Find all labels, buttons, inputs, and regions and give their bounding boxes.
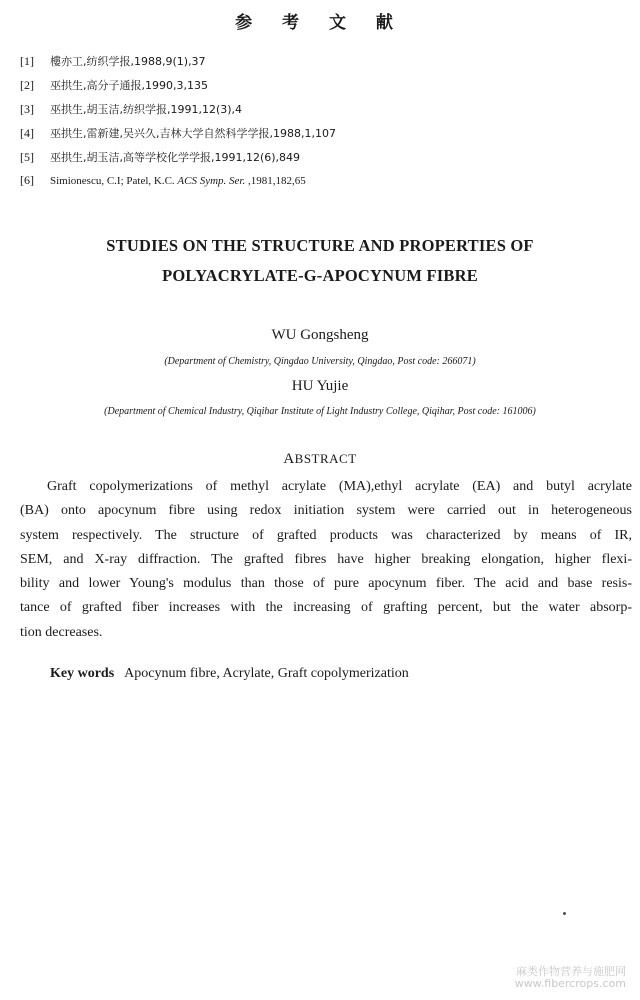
reference-text: 樓亦工,纺织学报,1988,9(1),37 xyxy=(50,55,206,68)
reference-number: [2] xyxy=(20,78,34,92)
abstract-line: bility and lower Young's modulus than those of pure apocynum fiber. The acid and base resis- xyxy=(20,576,632,592)
abstract-heading-rest: BSTRACT xyxy=(294,451,357,466)
reference-text: 巫拱生,雷新建,吴兴久,吉林大学自然科学学报,1988,1,107 xyxy=(50,127,336,140)
reference-number: [1] xyxy=(20,54,34,68)
abstract-heading xyxy=(0,451,640,468)
reference-item xyxy=(20,101,620,117)
abstract-line: tion decreases. xyxy=(20,624,103,640)
references-heading: 参 考 文 献 xyxy=(235,13,405,33)
keywords xyxy=(50,666,409,682)
reference-text: 巫拱生,高分子通报,1990,3,135 xyxy=(50,79,208,92)
reference-text-end: ,1981,182,65 xyxy=(245,175,306,187)
author-name: HU Yujie xyxy=(291,378,349,394)
watermark xyxy=(515,966,626,990)
reference-item xyxy=(20,149,620,165)
keywords-text: Apocynum fibre, Acrylate, Graft copolymerization xyxy=(124,666,409,681)
reference-number: [6] xyxy=(20,173,34,187)
abstract-line: system respectively. The structure of grafted products was characterized by means of IR, xyxy=(20,527,632,543)
watermark-line-1: 麻类作物营养与施肥网 xyxy=(516,965,626,978)
reference-item xyxy=(20,53,620,69)
reference-item xyxy=(20,125,620,141)
abstract-heading-initial: A xyxy=(283,451,295,467)
author-affiliation: (Department of Chemical Industry, Qiqihar Institute of Light Industry College, Qiqihar, Post code: 161006) xyxy=(104,406,536,417)
author-name: WU Gongsheng xyxy=(271,327,369,343)
reference-item xyxy=(20,77,620,93)
abstract-body xyxy=(20,475,632,645)
reference-text: 巫拱生,胡玉洁,纺织学报,1991,12(3),4 xyxy=(50,103,243,116)
reference-text: 巫拱生,胡玉洁,高等学校化学学报,1991,12(6),849 xyxy=(50,151,301,164)
reference-item xyxy=(20,173,620,188)
reference-number: [3] xyxy=(20,102,34,116)
reference-number: [4] xyxy=(20,126,34,140)
keywords-label: Key words xyxy=(50,666,115,681)
paper-title-line-1: STUDIES ON THE STRUCTURE AND PROPERTIES OF xyxy=(106,236,534,255)
abstract-line: (BA) onto apocynum fibre using redox initiation system were carried out in heterogeneous xyxy=(20,503,632,519)
reference-number: [5] xyxy=(20,150,34,164)
reference-text: Simionescu, C.I; Patel, K.C. xyxy=(50,175,178,187)
abstract-line: tance of grafted fiber increases with the increasing of grafting percent, but the water absorp- xyxy=(20,600,632,616)
abstract-line: Graft copolymerizations of methyl acrylate (MA),ethyl acrylate (EA) and butyl acrylate xyxy=(47,479,632,494)
reference-journal: ACS Symp. Ser. xyxy=(177,175,246,187)
abstract-line: SEM, and X-ray diffraction. The grafted fibres have higher breaking elongation, higher flexi- xyxy=(20,551,632,567)
watermark-line-2: www.fibercrops.com xyxy=(514,977,626,990)
paper-title-line-2: POLYACRYLATE-G-APOCYNUM FIBRE xyxy=(162,266,478,285)
speck xyxy=(563,912,566,915)
author-affiliation: (Department of Chemistry, Qingdao University, Qingdao, Post code: 266071) xyxy=(164,356,476,367)
